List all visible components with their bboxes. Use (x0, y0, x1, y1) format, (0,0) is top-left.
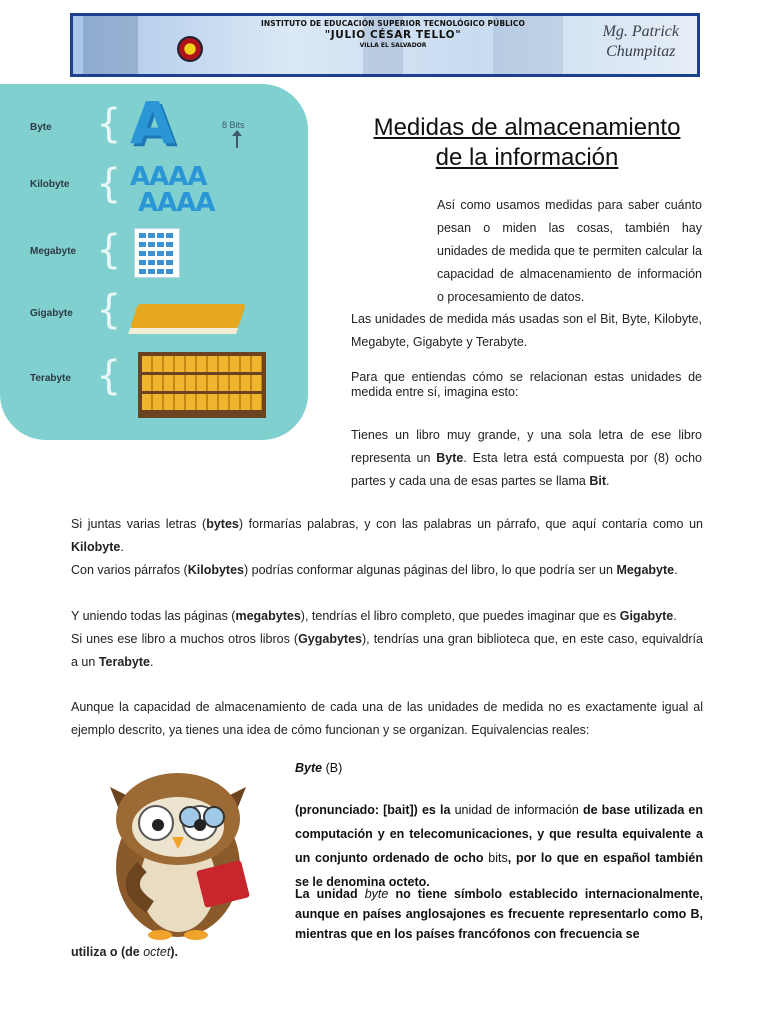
title-line2: de la información (435, 144, 619, 171)
label-megabyte: Megabyte (30, 246, 77, 257)
institute-seal-icon (177, 36, 203, 62)
body-paragraph-equivalencias: Aunque la capacidad de almacenamiento de cada una de las unidades de medida no es exactamente igual al ejemplo descrito, ya tienes una idea de cómo funcionan y se organizan. Equivalencias reales: (71, 700, 703, 737)
brace-icon: { (96, 287, 122, 333)
author-line2: Chumpitaz (606, 43, 676, 60)
institute-line2: "JULIO CÉSAR TELLO" (324, 29, 462, 41)
byte-letter-graphic: A (130, 89, 175, 157)
banner-photo (83, 16, 138, 74)
body-paragraph-gigabyte-terabyte: Y uniendo todas las páginas (megabytes), tendrías el libro completo, que puedes imaginar que es Gigabyte. Si unes ese libro a muchos otros libros (Gygabytes), tendrías una gran biblioteca que, en este caso, equivaldría a un Terabyte. (71, 609, 703, 669)
body-paragraph-kilobyte-megabyte: Si juntas varias letras (bytes) formarías palabras, y con las palabras un párrafo, que aquí contaría como un Kilobyte. Con varios párrafos (Kilobytes) podrías conformar algunas páginas del libro, lo que podría ser un Megabyte. (71, 517, 703, 577)
intro-paragraph-4: Tienes un libro muy grande, y una sola letra de ese libro representa un Byte. Esta letra está compuesta por (8) ocho partes y cada una de esas partes se llama Bit. (351, 428, 702, 488)
kilobyte-letters-row2: AAAA (138, 188, 215, 218)
intro-paragraph-1: Así como usamos medidas para saber cuánto pesan o miden las cosas, también hay unidades de medida que te permiten calcular la capacidad de almacenamiento de información o procesamiento de datos. (437, 198, 702, 304)
megabyte-page-icon (134, 228, 180, 278)
terabyte-bookshelf-icon (138, 352, 266, 418)
brace-icon: { (96, 161, 122, 207)
owl-reading-illustration (80, 757, 276, 947)
byte-symbol-note-end: utiliza o (de octet). (71, 945, 178, 959)
author-line1: Mg. Patrick (602, 23, 679, 40)
brace-icon: { (96, 101, 122, 147)
brace-icon: { (96, 353, 122, 399)
institute-line1: INSTITUTO DE EDUCACIÓN SUPERIOR TECNOLÓGICO PÚBLICO (261, 19, 525, 28)
intro-paragraph-2: Las unidades de medida más usadas son el Bit, Byte, Kilobyte, Megabyte, Gigabyte y Terabyte. (351, 312, 702, 349)
page-title (338, 113, 716, 173)
brace-icon: { (96, 227, 122, 273)
gigabyte-book-icon (130, 304, 246, 328)
institute-banner (70, 13, 700, 77)
label-gigabyte: Gigabyte (30, 308, 73, 319)
byte-symbol-note: La unidad byte no tiene símbolo establecido internacionalmente, aunque en países anglosajones es frecuente representarlo como B, mientras que en los países francófonos con frecuencia se (295, 887, 703, 941)
storage-units-infographic (0, 84, 308, 440)
bits-label: 8 Bits (222, 120, 245, 130)
institute-name (223, 19, 563, 49)
intro-paragraph-3: Para que entiendas cómo se relacionan estas unidades de medida entre sí, imagina esto: (351, 370, 702, 399)
label-kilobyte: Kilobyte (30, 179, 70, 190)
title-line1: Medidas de almacenamiento (373, 114, 681, 141)
up-arrow-icon (236, 134, 238, 148)
kilobyte-letters-row1: AAAA (130, 162, 207, 192)
byte-definition: (pronunciado: [bait]) es la unidad de información de base utilizada en computación y en telecomunicaciones, y que resulta equivalente a un conjunto ordenado de ocho bits, por lo que en español también se le denomina octeto. (295, 803, 704, 889)
label-terabyte: Terabyte (30, 373, 71, 384)
institute-line3: VILLA EL SALVADOR (359, 42, 427, 49)
label-byte: Byte (30, 122, 52, 133)
author-signature (603, 22, 679, 62)
byte-heading: Byte (B) (295, 761, 343, 775)
